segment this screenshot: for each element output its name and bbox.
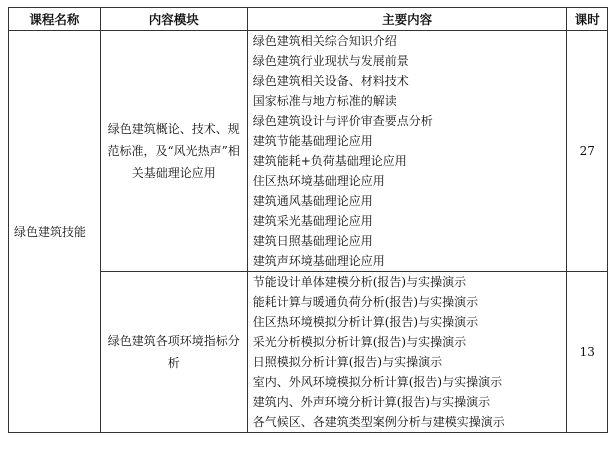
content-item: 建筑声环境基础理论应用 (252, 254, 385, 268)
content-item: 建筑日照基础理论应用 (252, 234, 373, 248)
header-hours: 课时 (567, 8, 608, 31)
content-item: 节能设计单体建模分析(报告)与实操演示 (252, 275, 467, 289)
module-title-1: 绿色建筑概论、技术、规范标准，及“风光热声”相关基础理论应用 (100, 31, 247, 272)
module-row-1 (9, 31, 608, 272)
content-item: 能耗计算与暖通负荷分析(报告)与实操演示 (252, 295, 479, 309)
course-name-cell: 绿色建筑技能 (9, 31, 101, 433)
content-item: 建筑内、外声环境分析计算(报告)与实操演示 (252, 395, 491, 409)
content-item: 国家标准与地方标准的解读 (252, 94, 397, 108)
content-item: 绿色建筑相关设备、材料技术 (252, 74, 409, 88)
module-content-1 (247, 31, 567, 272)
content-item: 建筑通风基础理论应用 (252, 194, 373, 208)
content-item: 绿色建筑行业现状与发展前景 (252, 54, 409, 68)
header-content: 主要内容 (247, 8, 567, 31)
header-course: 课程名称 (9, 8, 101, 31)
module-hours-2: 13 (567, 272, 608, 433)
content-item: 建筑能耗+负荷基础理论应用 (252, 154, 407, 168)
course-table (8, 7, 608, 433)
content-item: 绿色建筑相关综合知识介绍 (252, 34, 397, 48)
header-row (9, 8, 608, 31)
content-item: 各气候区、各建筑类型案例分析与建模实操演示 (252, 415, 505, 429)
content-item: 采光分析模拟分析计算(报告)与实操演示 (252, 335, 467, 349)
header-module: 内容模块 (100, 8, 247, 31)
module-content-2 (247, 272, 567, 433)
content-item: 建筑采光基础理论应用 (252, 214, 373, 228)
content-item: 绿色建筑设计与评价审查要点分析 (252, 114, 433, 128)
content-item: 室内、外风环境模拟分析计算(报告)与实操演示 (252, 375, 503, 389)
content-item: 住区热环境基础理论应用 (252, 174, 385, 188)
content-item: 住区热环境模拟分析计算(报告)与实操演示 (252, 315, 479, 329)
content-item: 日照模拟分析计算(报告)与实操演示 (252, 355, 443, 369)
module-title-2: 绿色建筑各项环境指标分析 (100, 272, 247, 433)
module-hours-1: 27 (567, 31, 608, 272)
content-item: 建筑节能基础理论应用 (252, 134, 373, 148)
